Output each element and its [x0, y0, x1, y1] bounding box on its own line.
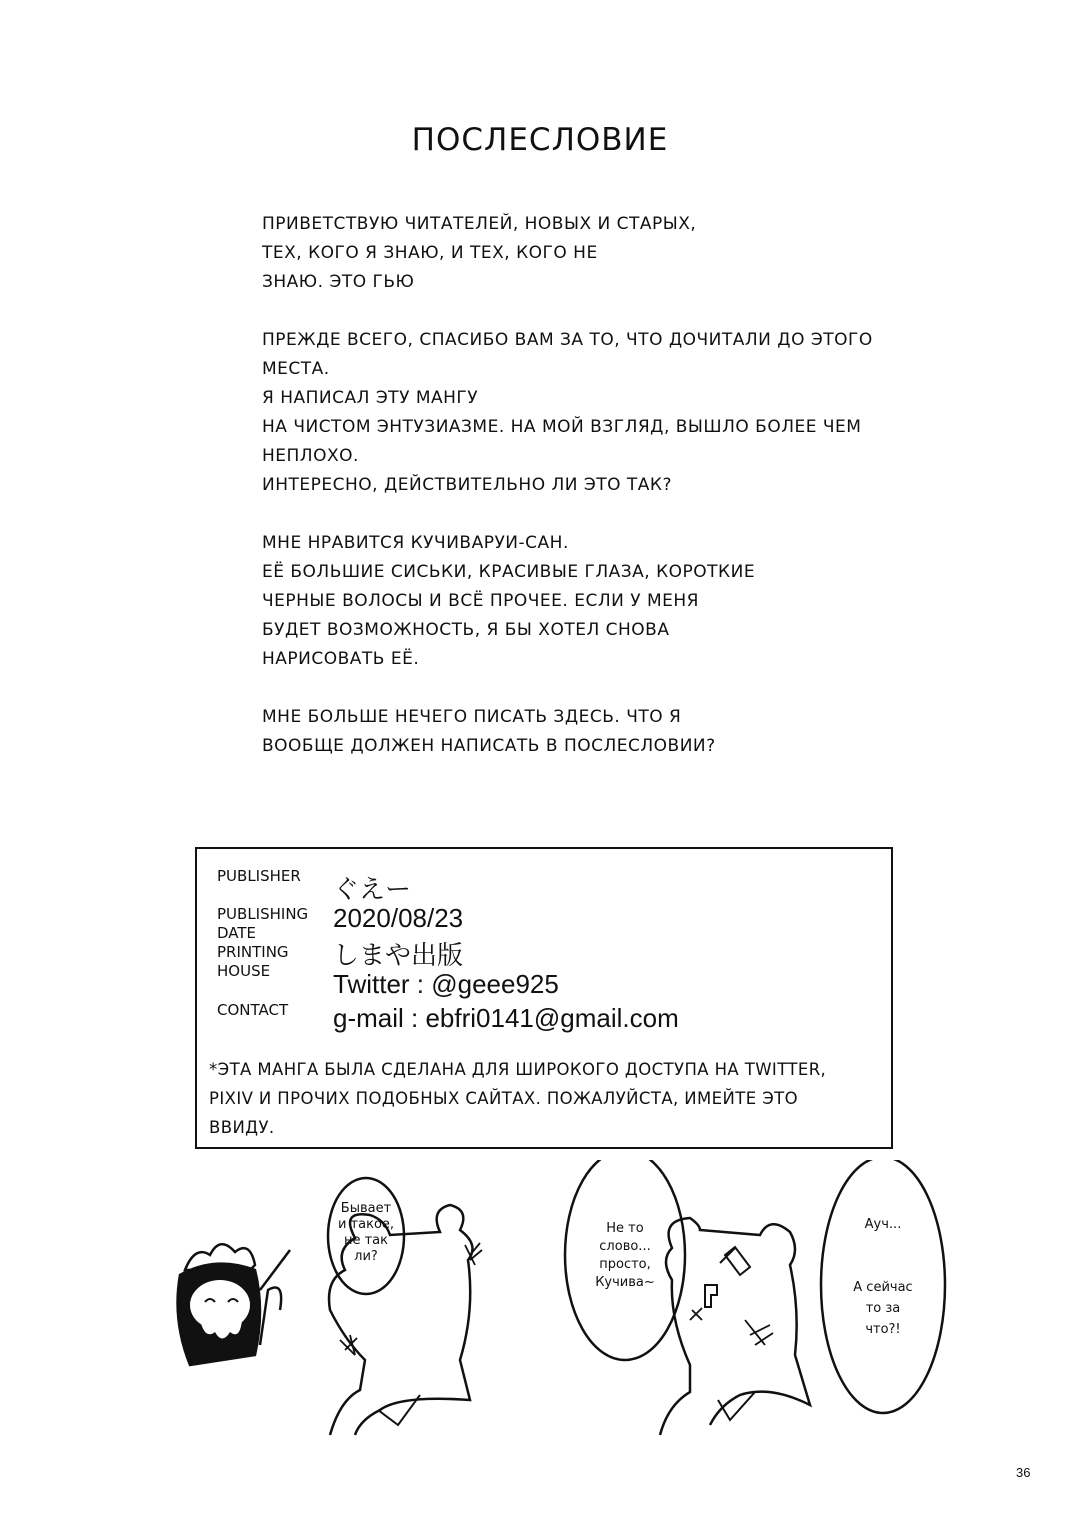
- printing-value: しまや出版: [333, 940, 464, 970]
- page-number: 36: [1016, 1465, 1031, 1480]
- gmail-contact: g-mail : ebfri0141@gmail.com: [333, 1003, 679, 1033]
- date-label-1: PUBLISHING: [217, 905, 309, 923]
- manga-illustration: [0, 1160, 1080, 1480]
- printing-label-1: PRINTING: [217, 943, 289, 961]
- distribution-note: [209, 1055, 889, 1142]
- boy-character-back: [329, 1205, 482, 1435]
- text-line: МНЕ НРАВИТСЯ КУЧИВАРУИ-САН.: [262, 533, 569, 553]
- colophon-box: [195, 847, 893, 1149]
- text-line: МНЕ БОЛЬШЕ НЕЧЕГО ПИСАТЬ ЗДЕСЬ. ЧТО Я: [262, 707, 682, 727]
- page-title: ПОСЛЕСЛОВИЕ: [411, 122, 669, 158]
- text-line: ВООБЩЕ ДОЛЖЕН НАПИСАТЬ В ПОСЛЕСЛОВИИ?: [262, 736, 716, 756]
- speech-bubble-3: [821, 1160, 945, 1413]
- date-label-2: DATE: [217, 924, 257, 942]
- bubble-line: и такое,: [337, 1217, 395, 1232]
- afterword-text: [262, 210, 962, 790]
- bubble-line: Не то: [606, 1221, 644, 1236]
- bubble-line: Ауч...: [864, 1217, 902, 1232]
- text-line: БУДЕТ ВОЗМОЖНОСТЬ, Я БЫ ХОТЕЛ СНОВА: [262, 620, 670, 640]
- text-line: ЗНАЮ. ЭТО ГЬЮ: [262, 272, 415, 292]
- printing-label-2: HOUSE: [217, 962, 271, 980]
- publisher-value: ぐえー: [333, 874, 412, 904]
- text-line: НА ЧИСТОМ ЭНТУЗИАЗМЕ. НА МОЙ ВЗГЛЯД, ВЫШЛО БОЛЕЕ ЧЕМ: [262, 417, 862, 437]
- bubble-line: Бывает: [340, 1201, 392, 1216]
- bubble-line: А сейчас: [853, 1280, 913, 1295]
- twitter-contact: Twitter : @geee925: [333, 969, 559, 999]
- text-line: Я НАПИСАЛ ЭТУ МАНГУ: [262, 388, 479, 408]
- bubble-line: слово...: [599, 1239, 651, 1254]
- paragraph-1: [262, 210, 962, 297]
- paragraph-4: [262, 703, 962, 761]
- bubble-line: не так: [343, 1233, 389, 1248]
- paragraph-3: [262, 529, 962, 674]
- bubble-line: то за: [865, 1301, 901, 1316]
- bubble-line: что?!: [865, 1322, 901, 1337]
- date-value: 2020/08/23: [333, 903, 464, 933]
- bubble-line: просто,: [599, 1257, 651, 1272]
- paragraph-2: [262, 326, 962, 500]
- note-line: PIXIV И ПРОЧИХ ПОДОБНЫХ САЙТАХ. ПОЖАЛУЙСТА, ИМЕЙТЕ ЭТО: [209, 1089, 798, 1108]
- text-line: ЧЕРНЫЕ ВОЛОСЫ И ВСЁ ПРОЧЕЕ. ЕСЛИ У МЕНЯ: [262, 591, 699, 611]
- text-line: ПРИВЕТСТВУЮ ЧИТАТЕЛЕЙ, НОВЫХ И СТАРЫХ,: [262, 214, 697, 234]
- contact-label: CONTACT: [217, 1001, 289, 1019]
- text-line: МЕСТА.: [262, 359, 330, 379]
- text-line: ЕЁ БОЛЬШИЕ СИСЬКИ, КРАСИВЫЕ ГЛАЗА, КОРОТКИЕ: [262, 562, 756, 582]
- bubble-line: Кучива~: [595, 1275, 655, 1290]
- publisher-label: PUBLISHER: [217, 867, 301, 885]
- text-line: ПРЕЖДЕ ВСЕГО, СПАСИБО ВАМ ЗА ТО, ЧТО ДОЧИТАЛИ ДО ЭТОГО: [262, 330, 873, 350]
- bubble-line: ли?: [354, 1249, 378, 1264]
- text-line: ТЕХ, КОГО Я ЗНАЮ, И ТЕХ, КОГО НЕ: [262, 243, 598, 263]
- text-line: ИНТЕРЕСНО, ДЕЙСТВИТЕЛЬНО ЛИ ЭТО ТАК?: [262, 475, 673, 495]
- mascot-character: [178, 1244, 290, 1365]
- note-line: *ЭТА МАНГА БЫЛА СДЕЛАНА ДЛЯ ШИРОКОГО ДОСТУПА НА TWITTER,: [209, 1060, 827, 1079]
- text-line: НАРИСОВАТЬ ЕЁ.: [262, 649, 420, 669]
- text-line: НЕПЛОХО.: [262, 446, 359, 466]
- note-line: ВВИДУ.: [209, 1118, 275, 1137]
